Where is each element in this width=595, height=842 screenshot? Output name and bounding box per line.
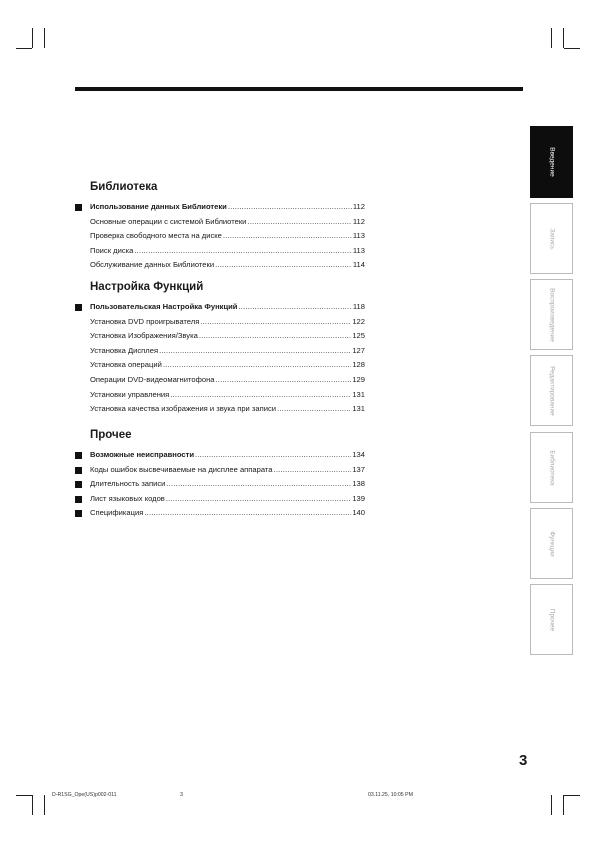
dot-leader <box>247 215 352 230</box>
toc-entry-page: 125 <box>352 331 365 341</box>
dot-leader <box>144 506 351 521</box>
toc-entry-line <box>90 300 365 315</box>
toc-entry[interactable] <box>75 358 365 373</box>
side-tab-label: Запись <box>548 227 555 250</box>
dot-leader <box>159 344 351 359</box>
square-bullet-icon <box>75 496 82 503</box>
toc-entry-page: 131 <box>352 389 365 399</box>
toc-section <box>75 180 365 273</box>
crop-mark <box>32 28 33 48</box>
toc-entry[interactable] <box>75 492 365 507</box>
toc-entry-line <box>90 358 365 373</box>
toc-entry-title: Возможные неисправности <box>90 450 195 459</box>
crop-mark <box>44 795 45 815</box>
square-bullet-icon <box>75 452 82 459</box>
toc-entry-line <box>90 215 365 230</box>
dot-leader <box>166 492 351 507</box>
toc-entry-page: 131 <box>352 404 365 414</box>
dot-leader <box>228 200 352 215</box>
crop-mark <box>564 48 580 49</box>
top-rule <box>75 87 523 91</box>
toc-entry[interactable] <box>75 448 365 463</box>
toc-entry-page: 140 <box>352 508 365 518</box>
section-heading: Настройка Функций <box>90 281 204 293</box>
toc-entry-title: Установка Дисплея <box>90 345 159 355</box>
side-tab-label: Воспроизведение <box>548 287 555 342</box>
toc-entry[interactable] <box>75 402 365 417</box>
toc-entry[interactable] <box>75 344 365 359</box>
toc-entry[interactable] <box>75 215 365 230</box>
toc-entry-line <box>90 463 365 478</box>
toc-entry-page: 134 <box>352 450 365 459</box>
toc-entry[interactable] <box>75 506 365 521</box>
toc-entry-page: 129 <box>352 374 365 384</box>
dot-leader <box>238 300 351 315</box>
toc-entry-title: Пользовательская Настройка Функций <box>90 302 238 311</box>
dot-leader <box>277 402 351 417</box>
toc-entry-line <box>90 506 365 521</box>
toc-entry-title: Проверка свободного места на диске <box>90 231 222 241</box>
side-tab[interactable] <box>530 355 573 426</box>
dot-leader <box>223 229 352 244</box>
toc-entry-title: Установка DVD проигрывателя <box>90 316 200 326</box>
dot-leader <box>134 244 352 259</box>
square-bullet-icon <box>75 481 82 488</box>
toc-entry-line <box>90 315 365 330</box>
toc-entry[interactable] <box>75 244 365 259</box>
dot-leader <box>274 463 352 478</box>
toc-entry-page: 138 <box>352 479 365 489</box>
toc-entry-page: 112 <box>352 202 365 211</box>
side-tab[interactable] <box>530 584 573 655</box>
dot-leader <box>170 388 351 403</box>
dot-leader <box>199 329 352 344</box>
square-bullet-icon <box>75 467 82 474</box>
toc-entry-line <box>90 258 365 273</box>
dot-leader <box>195 448 351 463</box>
toc-entry[interactable] <box>75 258 365 273</box>
toc-entry-title: Обслуживание данных Библиотеки <box>90 260 215 270</box>
square-bullet-icon <box>75 510 82 517</box>
toc-entry-line <box>90 229 365 244</box>
square-bullet-icon <box>75 304 82 311</box>
crop-mark <box>564 795 580 796</box>
crop-mark <box>563 795 564 815</box>
page-number: 3 <box>519 752 528 769</box>
toc-entry-line <box>90 402 365 417</box>
toc-entry-title: Использование данных Библиотеки <box>90 202 227 211</box>
section-heading: Прочее <box>90 429 132 441</box>
crop-mark <box>551 795 552 815</box>
toc-entry-title: Установка Изображения/Звука <box>90 331 198 341</box>
toc-entry-line <box>90 477 365 492</box>
toc-entry-page: 128 <box>352 360 365 370</box>
toc-entry-title: Основные операции с системой Библиотеки <box>90 216 247 226</box>
square-bullet-icon <box>75 204 82 211</box>
toc-entry[interactable] <box>75 463 365 478</box>
dot-leader <box>166 477 351 492</box>
toc-entry-line <box>90 200 365 215</box>
side-tab[interactable] <box>530 279 573 350</box>
toc-entry-page: 127 <box>352 345 365 355</box>
side-tab-label: Функции <box>548 530 555 557</box>
toc-entry[interactable] <box>75 300 365 315</box>
toc-entry-title: Установка операций <box>90 360 162 370</box>
crop-mark <box>16 48 32 49</box>
toc-entry-page: 137 <box>352 464 365 474</box>
toc-entry-line <box>90 388 365 403</box>
toc-entry[interactable] <box>75 200 365 215</box>
toc-entry-line <box>90 329 365 344</box>
side-tab[interactable] <box>530 432 573 503</box>
footer-file: D-R1SG_Ope(US)p002-011 <box>52 792 117 798</box>
toc-entry[interactable] <box>75 373 365 388</box>
toc-entry[interactable] <box>75 477 365 492</box>
section-heading: Библиотека <box>90 181 158 193</box>
toc-entry-page: 114 <box>352 260 365 270</box>
crop-mark <box>32 795 33 815</box>
toc-section <box>75 428 365 521</box>
side-tab[interactable] <box>530 126 573 198</box>
toc-entry-line <box>90 448 365 463</box>
toc-entry-line <box>90 492 365 507</box>
dot-leader <box>216 373 352 388</box>
dot-leader <box>163 358 351 373</box>
toc-entry[interactable] <box>75 315 365 330</box>
dot-leader <box>200 315 351 330</box>
crop-mark <box>551 28 552 48</box>
toc-entry-title: Операции DVD-видеомагнитофона <box>90 374 215 384</box>
side-tab-label: Редактирование <box>548 365 555 416</box>
toc-entry-line <box>90 344 365 359</box>
toc-entry-page: 112 <box>352 216 365 226</box>
side-tab-label: Введение <box>548 147 555 177</box>
side-tab[interactable] <box>530 508 573 579</box>
toc-entry-title: Поиск диска <box>90 245 134 255</box>
side-tab-label: Библиотека <box>548 449 555 486</box>
side-tab[interactable] <box>530 203 573 274</box>
toc-entry-page: 113 <box>352 231 365 241</box>
crop-mark <box>563 28 564 48</box>
crop-mark <box>44 28 45 48</box>
crop-mark <box>16 795 32 796</box>
toc-entry[interactable] <box>75 388 365 403</box>
side-tab-label: Прочее <box>548 608 555 631</box>
toc-entry-page: 113 <box>352 245 365 255</box>
toc-entry-page: 122 <box>352 316 365 326</box>
toc-entry[interactable] <box>75 329 365 344</box>
toc-entry-title: Коды ошибок высвечиваемые на дисплее аппарата <box>90 464 273 474</box>
toc-entry-line <box>90 244 365 259</box>
toc-entry-page: 118 <box>352 302 365 311</box>
footer-page: 3 <box>180 792 183 798</box>
dot-leader <box>215 258 352 273</box>
toc-entry-title: Установки управления <box>90 389 170 399</box>
toc-entry-title: Спецификация <box>90 508 144 518</box>
toc-entry-title: Установка качества изображения и звука при записи <box>90 404 277 414</box>
toc-entry-line <box>90 373 365 388</box>
toc-section <box>75 280 365 417</box>
toc-entry-title: Длительность записи <box>90 479 166 489</box>
footer-datetime: 03.11.25, 10:05 PM <box>368 792 413 798</box>
toc-entry-title: Лист языковых кодов <box>90 493 165 503</box>
toc-entry-page: 139 <box>352 493 365 503</box>
toc-entry[interactable] <box>75 229 365 244</box>
